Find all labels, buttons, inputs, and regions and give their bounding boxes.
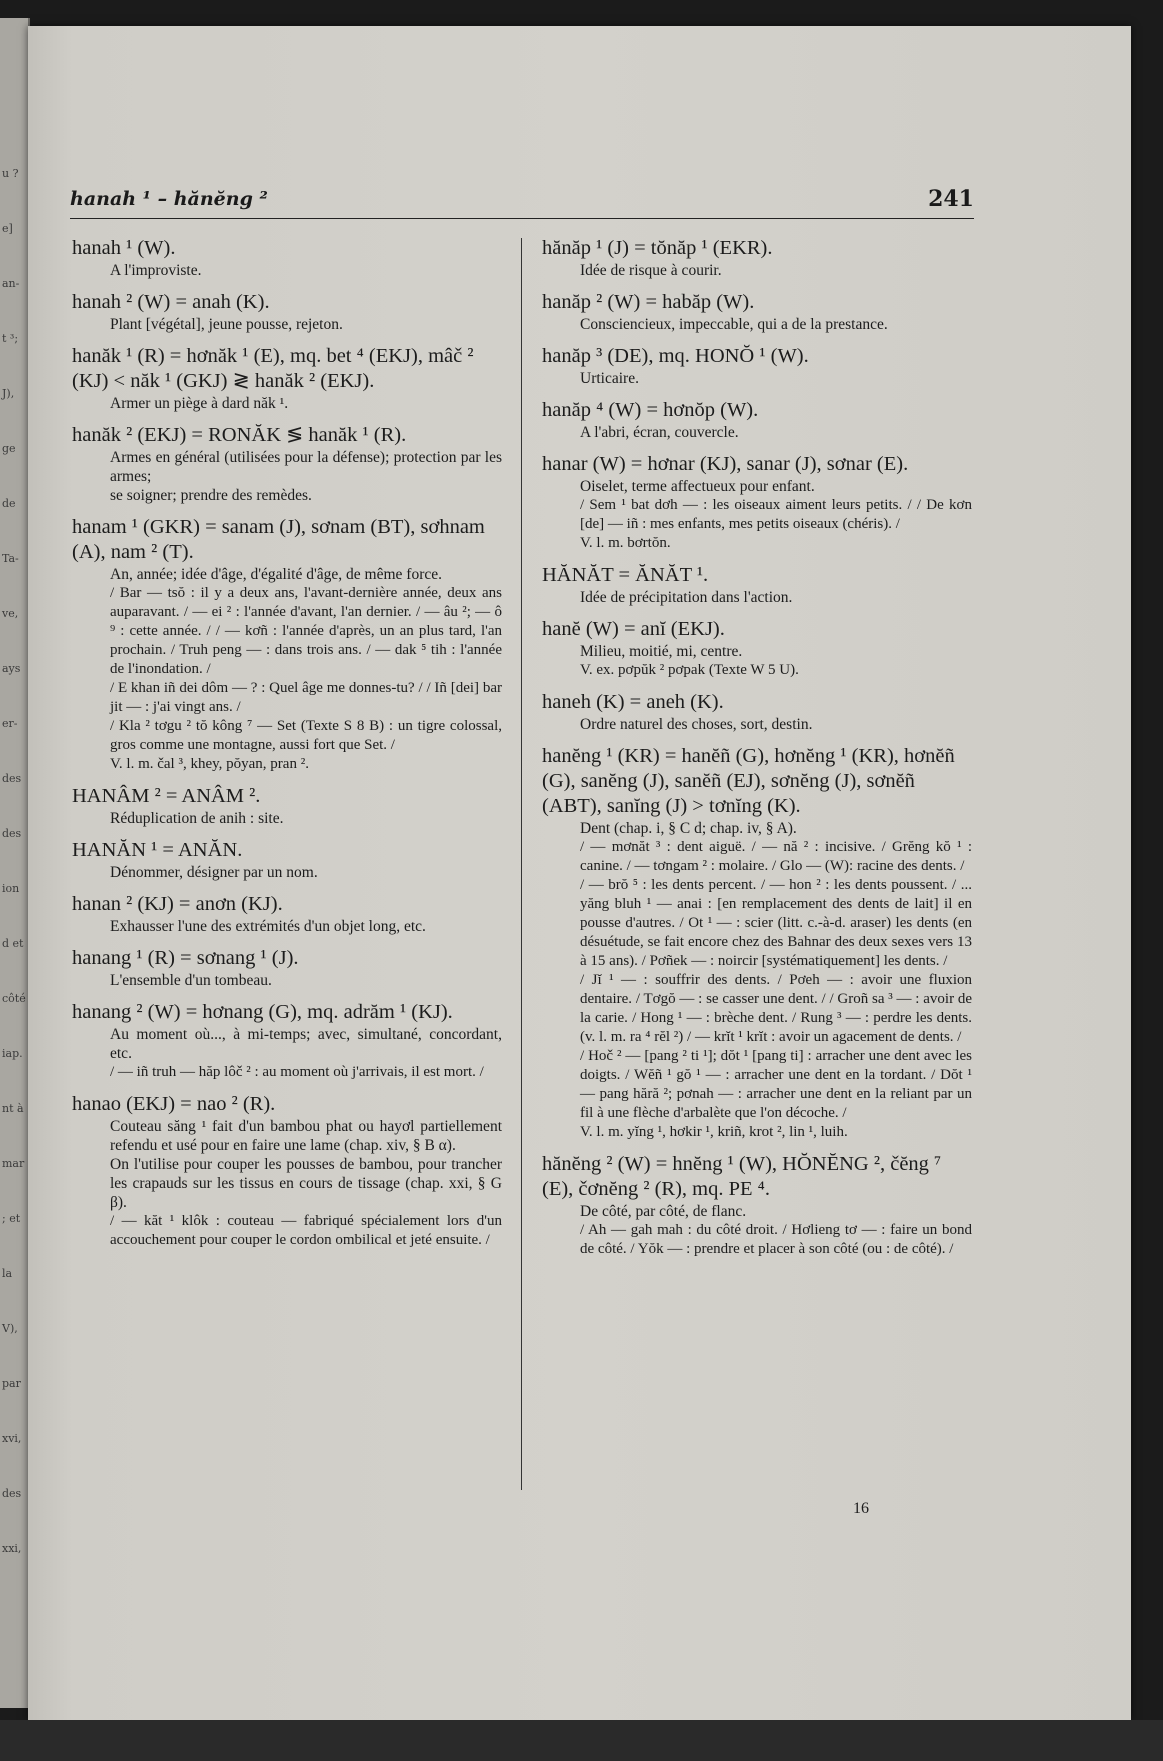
entry-definition: se soigner; prendre des remèdes. bbox=[110, 487, 312, 504]
entry-example: / — iñ truh — hăp lôč ² : au moment où j'arrivais, il est mort. / bbox=[110, 1064, 484, 1080]
dictionary-entry bbox=[542, 617, 972, 680]
entry-definition: Armer un piège à dard năk ¹. bbox=[110, 395, 289, 412]
dictionary-entry bbox=[72, 236, 502, 280]
facing-page-fragment: u ? bbox=[2, 167, 19, 180]
entry-example: / — mơnăt ³ : dent aiguë. / — nă ² : incisive. / Grĕng kŏ ¹ : canine. / — tơngam ² : molaire. / Glo — (W): racine des dents. / bbox=[580, 839, 972, 874]
facing-page-fragment: xxi, bbox=[2, 1542, 22, 1555]
entry-headword: hanao (EKJ) = nao ² (R). bbox=[72, 1093, 276, 1115]
entry-headword: hanang ² (W) = hơnang (G), mq. adrăm ¹ (KJ). bbox=[72, 1001, 453, 1023]
entry-headword: hanăk ² (EKJ) = RONĂK ≶ hanăk ¹ (R). bbox=[72, 424, 407, 446]
signature-mark: 16 bbox=[853, 1500, 869, 1517]
entry-example: V. l. m. bơrtŏn. bbox=[580, 535, 671, 551]
left-column bbox=[72, 236, 502, 1260]
facing-page-fragment: ge bbox=[2, 442, 16, 455]
entry-example: / E khan iñ dei dôm — ? : Quel âge me donnes-tu? / / Iñ [dei] bar jit — : j'ai vingt ans. / bbox=[110, 680, 502, 715]
dictionary-entry bbox=[72, 1000, 502, 1082]
facing-page-fragment: e] bbox=[2, 222, 13, 235]
facing-page-fragment: er- bbox=[2, 717, 18, 730]
dictionary-entry bbox=[542, 563, 972, 607]
entry-headword: hanăp ⁴ (W) = hơnŏp (W). bbox=[542, 399, 759, 421]
background-shadow bbox=[0, 1720, 1163, 1761]
facing-page-fragment: Ta- bbox=[2, 552, 19, 565]
entry-definition: Oiselet, terme affectueux pour enfant. bbox=[580, 478, 815, 495]
entry-definition: Armes en général (utilisées pour la défense); protection par les armes; bbox=[110, 449, 502, 485]
entry-headword: hanăp ³ (DE), mq. HONŎ ¹ (W). bbox=[542, 345, 809, 367]
dictionary-entry bbox=[72, 290, 502, 334]
entry-headword: HĂNĂT = ĂNĂT ¹. bbox=[542, 564, 709, 586]
dictionary-entry bbox=[542, 344, 972, 388]
dictionary-entry bbox=[542, 690, 972, 734]
dictionary-entry bbox=[542, 290, 972, 334]
facing-page-fragment: des bbox=[2, 772, 22, 785]
facing-page-fragment: d et bbox=[2, 937, 24, 950]
dictionary-entry bbox=[542, 1152, 972, 1259]
dictionary-entry bbox=[72, 515, 502, 774]
facing-page-fragment: xvi, bbox=[2, 1432, 22, 1445]
entry-headword: haneh (K) = aneh (K). bbox=[542, 691, 724, 713]
dictionary-entry bbox=[72, 784, 502, 828]
facing-page-fragment: la bbox=[2, 1267, 13, 1280]
facing-page-fragment: ; et bbox=[2, 1212, 21, 1225]
entry-headword: hanam ¹ (GKR) = sanam (J), sơnam (BT), sơhnam (A), nam ² (T). bbox=[72, 516, 485, 563]
dictionary-entry bbox=[542, 452, 972, 553]
entry-example: / Sem ¹ bat dơh — : les oiseaux aiment leurs petits. / / De kơn [de] — iñ : mes enfants, mes petits oiseaux (chéris). / bbox=[580, 497, 972, 532]
facing-page-fragment: iap. bbox=[2, 1047, 23, 1060]
dictionary-entry bbox=[72, 423, 502, 505]
dictionary-entry bbox=[542, 744, 972, 1142]
entry-headword: hănăp ¹ (J) = tŏnăp ¹ (EKR). bbox=[542, 237, 773, 259]
entry-example: / Jĭ ¹ — : souffrir des dents. / Pơeh — : avoir une fluxion dentaire. / Tơgŏ — : se casser une dent. / / Groñ sa ³ — : avoir de la carie. / Hong ¹ — : brèche dent. / Rung ³ — : perdre les dents. (v. l. m. ra ⁴ rĕl ²) / — krĭt ¹ krĭt : avoir un agacement de dents. / bbox=[580, 972, 972, 1045]
entry-example: / Ah — gah mah : du côté droit. / Hơlieng tơ — : faire un bond de côté. / Yŏk — : prendre et placer à son côté (ou : de côté). / bbox=[580, 1222, 972, 1257]
facing-page-fragment: t ³; bbox=[2, 332, 19, 345]
page-number: 241 bbox=[928, 186, 974, 212]
entry-headword: hanah ² (W) = anah (K). bbox=[72, 291, 270, 313]
facing-page-fragment: des bbox=[2, 1487, 22, 1500]
right-column bbox=[542, 236, 972, 1269]
entry-definition: A l'abri, écran, couvercle. bbox=[580, 424, 739, 441]
dictionary-entry bbox=[72, 838, 502, 882]
entry-headword: hanan ² (KJ) = anơn (KJ). bbox=[72, 893, 283, 915]
entry-definition: L'ensemble d'un tombeau. bbox=[110, 972, 272, 989]
entry-definition: De côté, par côté, de flanc. bbox=[580, 1203, 747, 1220]
dictionary-entry bbox=[72, 892, 502, 936]
entry-definition: Consciencieux, impeccable, qui a de la prestance. bbox=[580, 316, 888, 333]
entry-definition: Ordre naturel des choses, sort, destin. bbox=[580, 716, 813, 733]
entry-definition: Dénommer, désigner par un nom. bbox=[110, 864, 318, 881]
entry-definition: Plant [végétal], jeune pousse, rejeton. bbox=[110, 316, 343, 333]
entry-definition: On l'utilise pour couper les pousses de bambou, pour trancher les crapauds sur les tissus en cours de tissage (chap. xxi, § G β). bbox=[110, 1156, 502, 1211]
facing-page-fragment: ion bbox=[2, 882, 20, 895]
facing-page-fragment: an- bbox=[2, 277, 20, 290]
facing-page-fragment: nt à bbox=[2, 1102, 24, 1115]
facing-page-fragment: ve, bbox=[2, 607, 19, 620]
entry-example: / — kăt ¹ klôk : couteau — fabriqué spécialement lors d'un accouchement pour couper le cordon ombilical et jeté ensuite. / bbox=[110, 1213, 502, 1248]
entry-example: / — brŏ ⁵ : les dents percent. / — hon ² : les dents poussent. / ... yăng bluh ¹ — anai : [en remplacement des dents de lait] il en pousse d'autres. / Ot ¹ — : scier (litt. c.-à-d. araser) les dents (en désuétude, se fait encore chez des Bahnar des deux sexes vers 13 à 15 ans). / Pơñek — : noircir [systématiquement] les dents. / bbox=[580, 877, 972, 969]
facing-page-fragment: ays bbox=[2, 662, 21, 675]
entry-example: V. l. m. čal ³, khey, pŏyan, pran ². bbox=[110, 756, 309, 772]
dictionary-entry bbox=[542, 398, 972, 442]
facing-page-fragment: mar bbox=[2, 1157, 25, 1170]
entry-headword: hănĕng ² (W) = hnĕng ¹ (W), HŎNĔNG ², čĕng ⁷ (E), čơnĕng ² (R), mq. PE ⁴. bbox=[542, 1153, 942, 1200]
entry-definition: Milieu, moitié, mi, centre. bbox=[580, 643, 743, 660]
entry-headword: HANĂN ¹ = ANĂN. bbox=[72, 839, 243, 861]
facing-page-fragment: J), bbox=[2, 387, 15, 400]
facing-page-fragment: côté bbox=[2, 992, 26, 1005]
entry-example: V. l. m. yĭng ¹, hơkir ¹, kriñ, krot ², lin ¹, luih. bbox=[580, 1124, 848, 1140]
entry-definition: Réduplication de anih : site. bbox=[110, 810, 284, 827]
facing-page-fragment: des bbox=[2, 827, 22, 840]
entry-headword: hanĕ (W) = anĭ (EKJ). bbox=[542, 618, 725, 640]
entry-definition: Exhausser l'une des extrémités d'un objet long, etc. bbox=[110, 918, 426, 935]
facing-page-fragment: par bbox=[2, 1377, 21, 1390]
entry-definition: An, année; idée d'âge, d'égalité d'âge, de même force. bbox=[110, 566, 442, 583]
entry-headword: hanar (W) = hơnar (KJ), sanar (J), sơnar (E). bbox=[542, 453, 909, 475]
facing-page-fragment: de bbox=[2, 497, 16, 510]
entry-headword: hanăk ¹ (R) = hơnăk ¹ (E), mq. bet ⁴ (EKJ), mâč ² (KJ) < năk ¹ (GKJ) ≷ hanăk ² (EKJ). bbox=[72, 345, 474, 392]
facing-page-fragment: V), bbox=[2, 1322, 18, 1335]
entry-example: / Hoč ² — [pang ² ti ¹]; dŏt ¹ [pang ti] : arracher une dent avec les doigts. / Wĕñ ¹ gŏ ¹ — : arracher une dent en la tordant. / Dŏt ¹ — pang hără ²; pơnah — : arracher une dent en la reliant par un fil à une flèche d'arbalète que l'on décoche. / bbox=[580, 1048, 972, 1121]
dictionary-entry bbox=[72, 1092, 502, 1250]
entry-headword: HANÂM ² = ANÂM ². bbox=[72, 785, 261, 807]
dictionary-entry bbox=[72, 344, 502, 413]
entry-definition: A l'improviste. bbox=[110, 262, 202, 279]
dictionary-entry bbox=[72, 946, 502, 990]
running-head bbox=[70, 186, 974, 219]
entry-headword: hanĕng ¹ (KR) = hanĕñ (G), hơnĕng ¹ (KR), hơnĕñ (G), sanĕng (J), sanĕñ (EJ), sơnĕng (J), sơnĕñ (ABT), sanĭng (J) > tơnĭng (K). bbox=[542, 745, 955, 817]
entry-headword: hanăp ² (W) = habăp (W). bbox=[542, 291, 755, 313]
entry-definition: Idée de précipitation dans l'action. bbox=[580, 589, 793, 606]
entry-example: / Kla ² tơgu ² tŏ kông ⁷ — Set (Texte S 8 B) : un tigre colossal, gros comme une montagne, aussi fort que Set. / bbox=[110, 718, 502, 753]
entry-definition: Dent (chap. i, § C d; chap. iv, § A). bbox=[580, 820, 797, 837]
facing-page-edge bbox=[0, 18, 30, 1708]
running-head-title: hanah ¹ – hănĕng ² bbox=[70, 188, 268, 210]
entry-example: / Bar — tsŏ : il y a deux ans, l'avant-dernière année, deux ans auparavant. / — ei ² : l'année d'avant, l'an dernier. / — âu ²; — ô ⁹ : cette année. / / — kơñ : l'année d'après, un an plus tard, l'an prochain. / Truh peng — : dans trois ans. / — dak ⁵ tih : l'année de l'inondation. / bbox=[110, 585, 502, 677]
entry-definition: Idée de risque à courir. bbox=[580, 262, 722, 279]
entry-headword: hanah ¹ (W). bbox=[72, 237, 176, 259]
column-divider bbox=[521, 238, 522, 1490]
entry-definition: Couteau săng ¹ fait d'un bambou phat ou hayơl partiellement refendu et usé pour en faire une lame (chap. xiv, § B α). bbox=[110, 1118, 502, 1154]
entry-definition: Urticaire. bbox=[580, 370, 639, 387]
entry-headword: hanang ¹ (R) = sơnang ¹ (J). bbox=[72, 947, 299, 969]
entry-example: V. ex. pơpŭk ² pơpak (Texte W 5 U). bbox=[580, 662, 799, 678]
dictionary-entry bbox=[542, 236, 972, 280]
entry-definition: Au moment où..., à mi-temps; avec, simultané, concordant, etc. bbox=[110, 1026, 502, 1062]
